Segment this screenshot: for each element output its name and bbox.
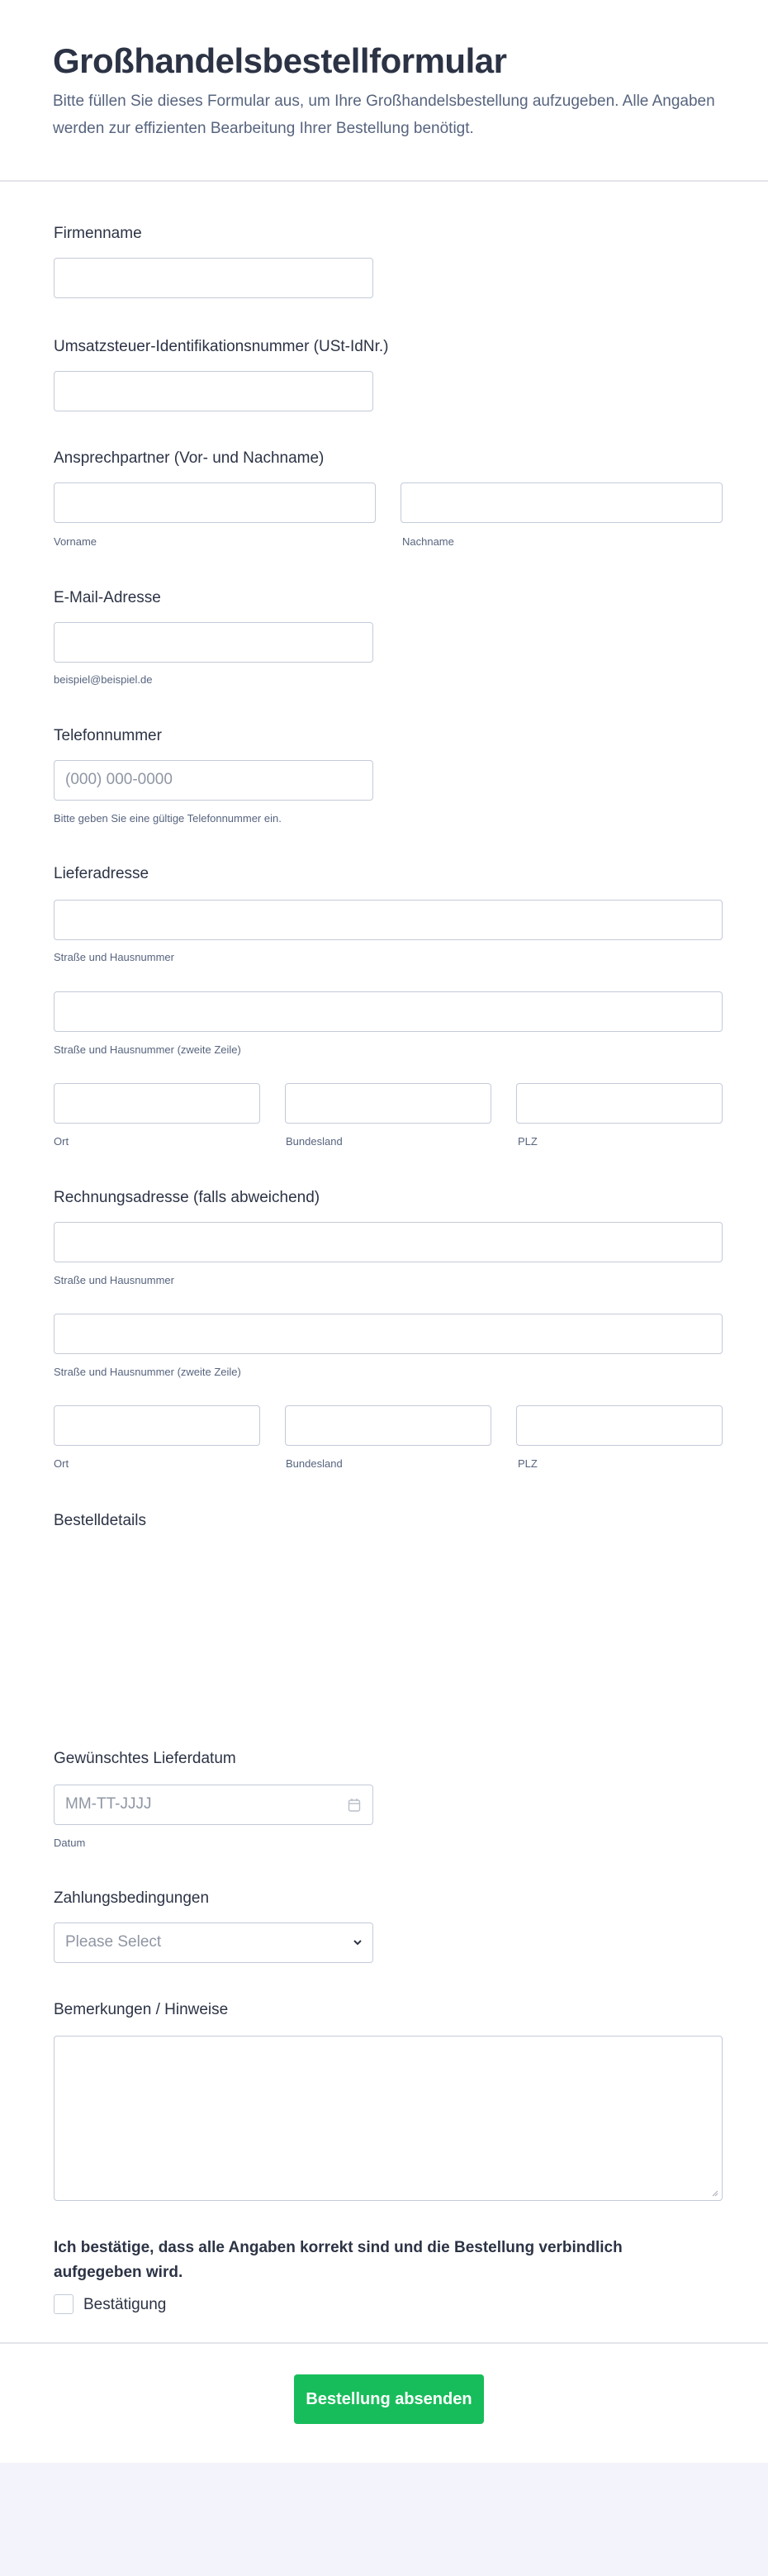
first-name-input[interactable] xyxy=(54,482,376,523)
chevron-down-icon xyxy=(353,1939,363,1946)
email-sublabel: beispiel@beispiel.de xyxy=(54,673,153,686)
divider xyxy=(0,2342,768,2344)
shipping-street2-input[interactable] xyxy=(54,991,723,1032)
shipping-street2-sublabel: Straße und Hausnummer (zweite Zeile) xyxy=(54,1043,241,1056)
phone-sublabel: Bitte geben Sie eine gültige Telefonnummer ein. xyxy=(54,812,282,825)
order-details-label: Bestelldetails xyxy=(54,1512,146,1529)
date-input[interactable] xyxy=(54,1785,373,1825)
shipping-state-sublabel: Bundesland xyxy=(286,1135,343,1148)
submit-button[interactable]: Bestellung absenden xyxy=(294,2374,484,2424)
billing-zip-input[interactable] xyxy=(516,1405,723,1446)
confirm-checkbox[interactable] xyxy=(54,2294,73,2314)
shipping-zip-sublabel: PLZ xyxy=(518,1135,538,1148)
shipping-street1-sublabel: Straße und Hausnummer xyxy=(54,951,174,963)
date-sublabel: Datum xyxy=(54,1837,86,1849)
billing-street2-input[interactable] xyxy=(54,1314,723,1354)
phone-input[interactable] xyxy=(54,760,373,801)
shipping-zip-input[interactable] xyxy=(516,1083,723,1124)
shipping-state-input[interactable] xyxy=(285,1083,491,1124)
company-input[interactable] xyxy=(54,258,373,298)
billing-state-input[interactable] xyxy=(285,1405,491,1446)
last-name-sublabel: Nachname xyxy=(402,535,454,548)
notes-label: Bemerkungen / Hinweise xyxy=(54,2001,229,2018)
confirm-option-label[interactable]: Bestätigung xyxy=(83,2296,167,2313)
shipping-city-input[interactable] xyxy=(54,1083,260,1124)
payment-select[interactable] xyxy=(54,1922,373,1963)
vat-input[interactable] xyxy=(54,371,373,411)
billing-label: Rechnungsadresse (falls abweichend) xyxy=(54,1189,320,1206)
first-name-sublabel: Vorname xyxy=(54,535,97,548)
calendar-icon[interactable] xyxy=(348,1798,361,1813)
phone-label: Telefonnummer xyxy=(54,727,162,744)
payment-selected: Please Select xyxy=(65,1933,162,1951)
date-label: Gewünschtes Lieferdatum xyxy=(54,1750,236,1767)
divider xyxy=(0,180,768,182)
shipping-label: Lieferadresse xyxy=(54,865,149,882)
confirm-label: Ich bestätige, dass alle Angaben korrekt sind und die Bestellung verbindlich aufgegeben wird. xyxy=(54,2239,623,2281)
last-name-input[interactable] xyxy=(401,482,723,523)
email-label: E-Mail-Adresse xyxy=(54,589,161,606)
page-title: Großhandelsbestellformular xyxy=(53,41,507,80)
billing-zip-sublabel: PLZ xyxy=(518,1457,538,1470)
email-input[interactable] xyxy=(54,622,373,663)
date-placeholder: MM-TT-JJJJ xyxy=(65,1795,152,1813)
payment-label: Zahlungsbedingungen xyxy=(54,1889,210,1907)
company-label: Firmenname xyxy=(54,225,142,242)
resize-handle-icon[interactable] xyxy=(712,2190,718,2197)
billing-street2-sublabel: Straße und Hausnummer (zweite Zeile) xyxy=(54,1366,241,1378)
shipping-street1-input[interactable] xyxy=(54,900,723,940)
billing-city-input[interactable] xyxy=(54,1405,260,1446)
notes-textarea[interactable] xyxy=(54,2036,723,2201)
billing-street1-sublabel: Straße und Hausnummer xyxy=(54,1274,174,1286)
contact-label: Ansprechpartner (Vor- und Nachname) xyxy=(54,449,325,467)
billing-state-sublabel: Bundesland xyxy=(286,1457,343,1470)
vat-label: Umsatzsteuer-Identifikationsnummer (USt-IdNr.) xyxy=(54,338,389,355)
billing-street1-input[interactable] xyxy=(54,1222,723,1262)
phone-placeholder: (000) 000-0000 xyxy=(65,771,173,788)
shipping-city-sublabel: Ort xyxy=(54,1135,69,1148)
billing-city-sublabel: Ort xyxy=(54,1457,69,1470)
page-description: Bitte füllen Sie dieses Formular aus, um Ihre Großhandelsbestellung aufzugeben. Alle Angaben werden zur effizienten Bearbeitung Ihrer Bestellung benötigt. xyxy=(53,93,715,137)
